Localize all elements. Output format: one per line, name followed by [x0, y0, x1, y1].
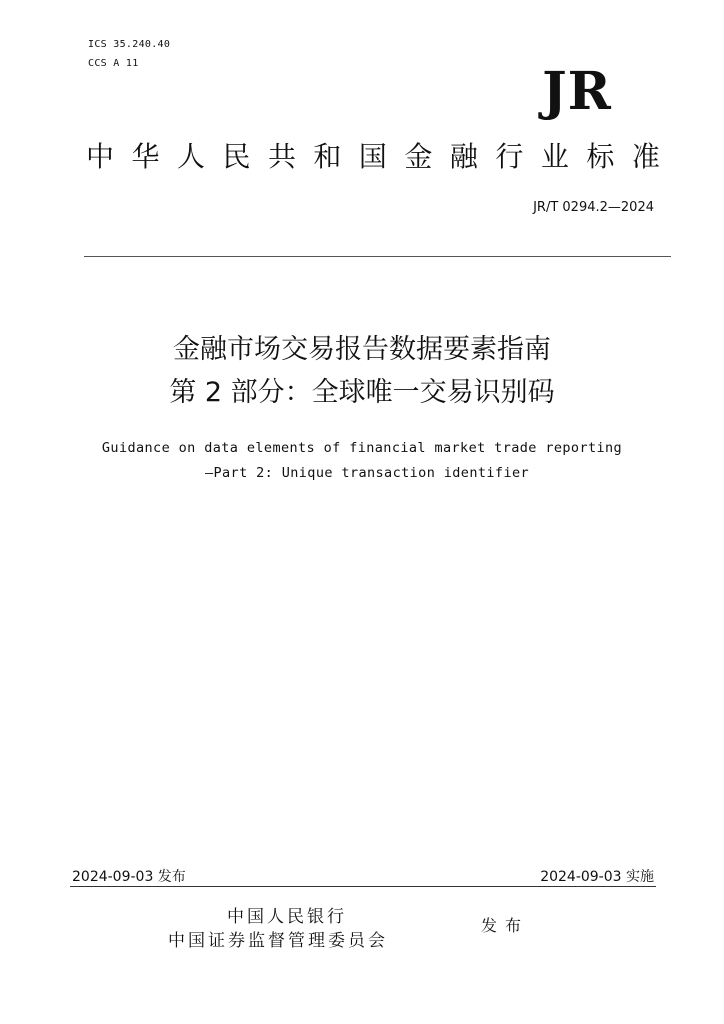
- publish-date: 2024-09-03 发布: [72, 869, 186, 885]
- document-title-cn-line-2: 第 2 部分：全球唯一交易识别码: [169, 377, 555, 408]
- jr-logo: JR: [542, 61, 612, 122]
- issue-label: 发布: [481, 916, 530, 935]
- standard-code: JR/T 0294.2—2024: [533, 200, 654, 215]
- issuer-line-2: 中国证券监督管理委员会: [168, 931, 388, 951]
- footer-divider: [70, 886, 656, 887]
- document-title-cn-line-1: 金融市场交易报告数据要素指南: [173, 334, 551, 365]
- standard-category-char: 融: [449, 140, 478, 173]
- implementation-date: 2024-09-03 实施: [540, 869, 654, 885]
- ccs-code: CCS A 11: [88, 58, 139, 69]
- header-divider: [84, 256, 671, 257]
- standard-category-char: 人: [176, 140, 205, 173]
- standard-category-char: 民: [222, 140, 251, 173]
- standard-category-char: 标: [586, 140, 615, 173]
- standard-category-char: 业: [540, 140, 569, 173]
- document-title-en-line-1: Guidance on data elements of financial market trade reporting: [101, 440, 623, 456]
- issuer-line-1: 中国人民银行: [227, 907, 347, 927]
- document-title-en-line-2: —Part 2: Unique transaction identifier: [204, 465, 530, 481]
- standard-category-char: 和: [313, 140, 342, 173]
- standard-category-char: 国: [358, 140, 387, 173]
- standard-category-char: 金: [404, 140, 433, 173]
- standard-category-char: 准: [631, 140, 660, 173]
- standard-category-title: [86, 140, 660, 174]
- standard-category-char: 华: [131, 140, 160, 173]
- ics-code: ICS 35.240.40: [88, 39, 171, 50]
- standard-category-char: 行: [495, 140, 524, 173]
- standard-category-char: 共: [267, 140, 296, 173]
- standard-category-char: 中: [86, 140, 115, 173]
